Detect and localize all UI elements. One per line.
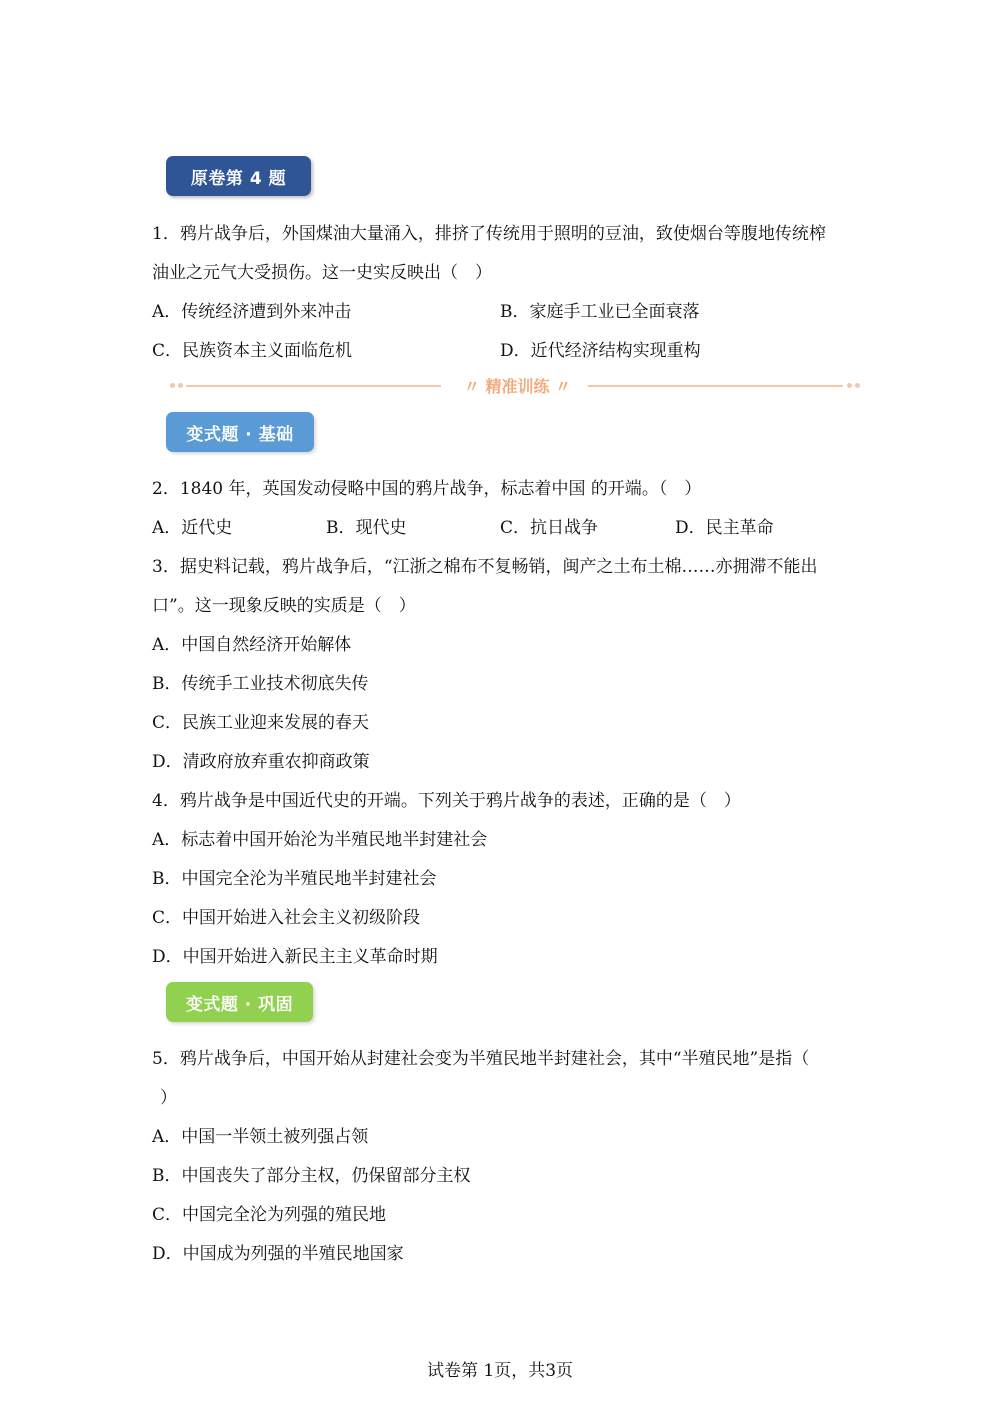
section-badge-basic: 变式题 · 基础 [166, 412, 314, 452]
page-footer: 试卷第 1页，共3页 [426, 1361, 574, 1381]
divider-dot-right [855, 383, 860, 388]
section-badge-original: 原卷第 4 题 [166, 156, 311, 196]
q2-option-b: B．现代史 [326, 518, 407, 538]
q4-option-b: B．中国完全沦为半殖民地半封建社会 [152, 869, 437, 889]
q5-stem-line2: ） [160, 1088, 177, 1108]
divider-dot-left-2 [178, 383, 183, 388]
divider-dot-left [170, 383, 175, 388]
q5-option-a: A．中国一半领土被列强占领 [152, 1127, 369, 1147]
q1-option-a: A．传统经济遭到外来冲击 [152, 302, 352, 322]
q5-option-d: D．中国成为列强的半殖民地国家 [152, 1244, 404, 1264]
q3-option-d: D．清政府放弃重农抑商政策 [152, 752, 370, 772]
q3-option-c: C．民族工业迎来发展的春天 [152, 713, 370, 733]
q1-option-c: C．民族资本主义面临危机 [152, 341, 353, 361]
section-badge-consolidate: 变式题 · 巩固 [166, 982, 313, 1022]
q2-option-d: D．民主革命 [675, 518, 774, 538]
q5-option-b: B．中国丧失了部分主权，仍保留部分主权 [152, 1166, 471, 1186]
q3-option-b: B．传统手工业技术彻底失传 [152, 674, 369, 694]
divider-rule-right [588, 385, 843, 387]
q1-option-d: D．近代经济结构实现重构 [500, 341, 701, 361]
q4-option-d: D．中国开始进入新民主主义革命时期 [152, 947, 438, 967]
q2-stem: 2．1840 年，英国发动侵略中国的鸦片战争，标志着中国 的开端。（ ） [152, 479, 702, 499]
q2-option-c: C．抗日战争 [500, 518, 599, 538]
q5-stem-line1: 5．鸦片战争后，中国开始从封建社会变为半殖民地半封建社会，其中“半殖民地”是指（ [152, 1049, 810, 1069]
divider-label: 〃 精准训练 〃 [463, 377, 572, 396]
q1-stem-line1: 1．鸦片战争后，外国煤油大量涌入，排挤了传统用于照明的豆油，致使烟台等腹地传统榨 [152, 224, 826, 244]
section-divider [170, 374, 860, 398]
q4-option-c: C．中国开始进入社会主义初级阶段 [152, 908, 421, 928]
q2-option-a: A．近代史 [152, 518, 233, 538]
q4-stem: 4．鸦片战争是中国近代史的开端。下列关于鸦片战争的表述，正确的是（ ） [152, 791, 741, 811]
q5-option-c: C．中国完全沦为列强的殖民地 [152, 1205, 387, 1225]
q1-option-b: B．家庭手工业已全面衰落 [500, 302, 700, 322]
divider-rule-left [186, 385, 441, 387]
divider-dot-right-2 [847, 383, 852, 388]
q3-stem-line2: 口”。这一现象反映的实质是（ ） [152, 596, 416, 616]
q3-stem-line1: 3．据史料记载，鸦片战争后，“江浙之棉布不复畅销，闽产之土布土棉……亦拥滞不能出 [152, 557, 818, 577]
q1-stem-line2: 油业之元气大受损伤。这一史实反映出（ ） [152, 263, 492, 283]
q3-option-a: A．中国自然经济开始解体 [152, 635, 352, 655]
q4-option-a: A．标志着中国开始沦为半殖民地半封建社会 [152, 830, 488, 850]
